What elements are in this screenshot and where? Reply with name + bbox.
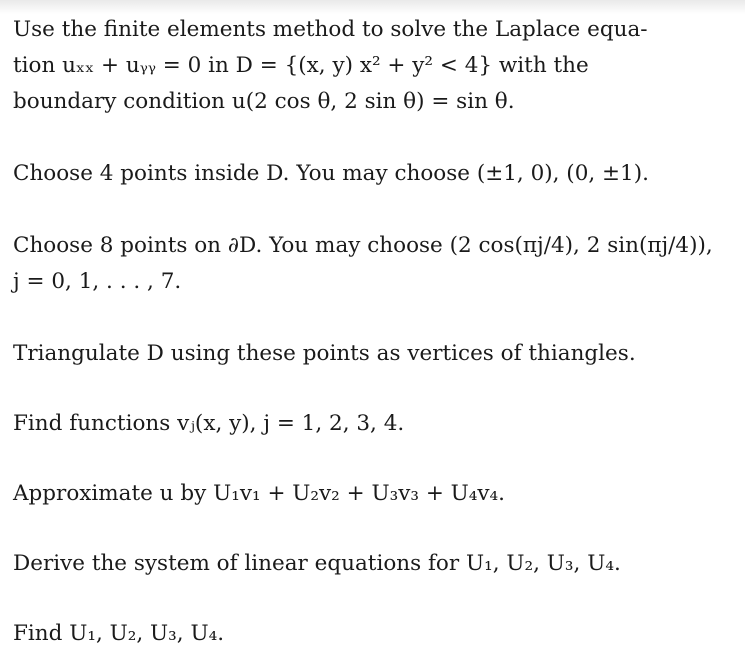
statement-line-3: boundary condition u(2 cos θ, 2 sin θ) = sin θ. <box>13 89 515 114</box>
statement-line-2: tion uₓₓ + uᵧᵧ = 0 in D = {(x, y) x² + y² < 4} with the <box>13 53 589 78</box>
statement-line-1: Use the finite elements method to solve the Laplace equa- <box>13 17 648 42</box>
derive-system-line: Derive the system of linear equations for U₁, U₂, U₃, U₄. <box>13 551 621 576</box>
triangulate-line: Triangulate D using these points as vertices of thiangles. <box>13 341 636 366</box>
approximate-line: Approximate u by U₁v₁ + U₂v₂ + U₃v₃ + U₄v₄. <box>13 481 506 506</box>
find-coefficients-line: Find U₁, U₂, U₃, U₄. <box>13 621 225 646</box>
interior-points-line: Choose 4 points inside D. You may choose (±1, 0), (0, ±1). <box>13 161 649 186</box>
boundary-points-line-1: Choose 8 points on ∂D. You may choose (2 cos(πj/4), 2 sin(πj/4)), <box>13 233 713 258</box>
problem-document <box>13 12 737 652</box>
find-functions-line: Find functions vⱼ(x, y), j = 1, 2, 3, 4. <box>13 411 405 436</box>
boundary-points-line-2: j = 0, 1, . . . , 7. <box>13 269 182 294</box>
